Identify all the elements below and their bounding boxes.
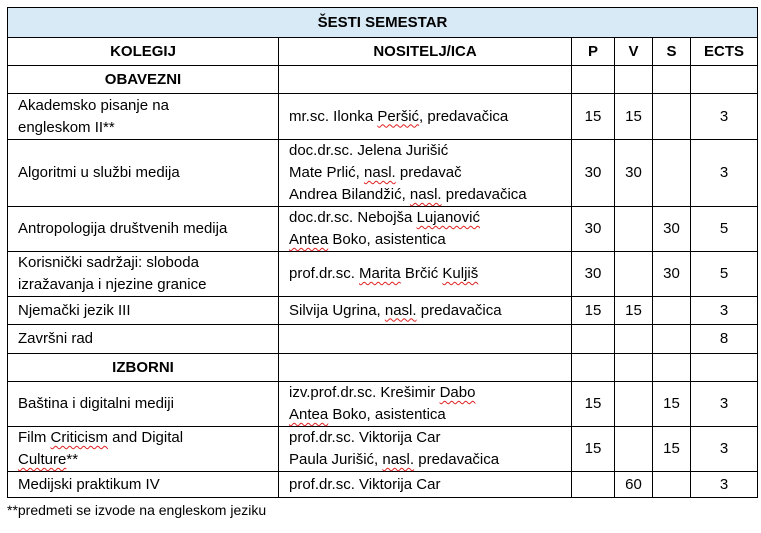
header-p: P <box>572 38 615 66</box>
hours-s: 15 <box>653 427 691 472</box>
hours-p: 30 <box>572 207 615 252</box>
table-row <box>8 325 758 354</box>
hours-s: 30 <box>653 207 691 252</box>
course-name: Antropologija društvenih medija <box>8 207 279 252</box>
course-name: Njemački jezik III <box>8 297 279 325</box>
ects-value: 5 <box>691 207 758 252</box>
hours-v: 30 <box>615 140 653 207</box>
lecturer-cell: mr.sc. Ilonka Peršić, predavačica <box>279 94 572 140</box>
ects-value: 3 <box>691 140 758 207</box>
ects-value: 3 <box>691 94 758 140</box>
lecturer-cell: doc.dr.sc. Nebojša Lujanović Antea Boko, asistentica <box>279 207 572 252</box>
table-row <box>8 252 758 297</box>
lecturer-cell: Silvija Ugrina, nasl. predavačica <box>279 297 572 325</box>
hours-s <box>653 94 691 140</box>
ects-value: 3 <box>691 382 758 427</box>
table-row <box>8 427 758 472</box>
hours-s <box>653 325 691 354</box>
hours-v <box>615 252 653 297</box>
course-name: Medijski praktikum IV <box>8 472 279 498</box>
table-row <box>8 382 758 427</box>
lecturer-cell: prof.dr.sc. Viktorija Car Paula Jurišić, nasl. predavačica <box>279 427 572 472</box>
hours-v <box>615 427 653 472</box>
course-name: Završni rad <box>8 325 279 354</box>
hours-v: 60 <box>615 472 653 498</box>
lecturer-cell: doc.dr.sc. Jelena Jurišić Mate Prlić, nasl. predavač Andrea Bilandžić, nasl. predavačica <box>279 140 572 207</box>
hours-s: 30 <box>653 252 691 297</box>
hours-p: 15 <box>572 94 615 140</box>
lecturer-cell: prof.dr.sc. Marita Brčić Kuljiš <box>279 252 572 297</box>
hours-s: 15 <box>653 382 691 427</box>
hours-v <box>615 207 653 252</box>
table-title: ŠESTI SEMESTAR <box>8 8 758 38</box>
header-s: S <box>653 38 691 66</box>
hours-s <box>653 472 691 498</box>
course-name: Algoritmi u službi medija <box>8 140 279 207</box>
ects-value: 3 <box>691 427 758 472</box>
hours-v <box>615 382 653 427</box>
ects-value: 3 <box>691 472 758 498</box>
hours-v <box>615 325 653 354</box>
header-v: V <box>615 38 653 66</box>
table-row <box>8 140 758 207</box>
course-name: Film Criticism and Digital Culture** <box>8 427 279 472</box>
header-lecturer: NOSITELJ/ICA <box>279 38 572 66</box>
hours-s <box>653 140 691 207</box>
lecturer-cell <box>279 325 572 354</box>
table-row <box>8 207 758 252</box>
course-name: Baština i digitalni mediji <box>8 382 279 427</box>
table-row <box>8 94 758 140</box>
semester-table <box>7 7 758 498</box>
hours-s <box>653 297 691 325</box>
table-row <box>8 297 758 325</box>
section-elective: IZBORNI <box>8 354 279 382</box>
footnote: **predmeti se izvode na engleskom jeziku <box>7 502 267 518</box>
lecturer-cell: prof.dr.sc. Viktorija Car <box>279 472 572 498</box>
course-name: Korisnički sadržaji: sloboda izražavanja i njezine granice <box>8 252 279 297</box>
lecturer-cell: izv.prof.dr.sc. Krešimir Dabo Antea Boko, asistentica <box>279 382 572 427</box>
hours-v: 15 <box>615 94 653 140</box>
section-mandatory: OBAVEZNI <box>8 66 279 94</box>
ects-value: 8 <box>691 325 758 354</box>
hours-p <box>572 472 615 498</box>
header-course: KOLEGIJ <box>8 38 279 66</box>
course-name: Akademsko pisanje na engleskom II** <box>8 94 279 140</box>
ects-value: 3 <box>691 297 758 325</box>
table-row <box>8 472 758 498</box>
hours-p: 15 <box>572 297 615 325</box>
hours-v: 15 <box>615 297 653 325</box>
hours-p <box>572 325 615 354</box>
ects-value: 5 <box>691 252 758 297</box>
header-ects: ECTS <box>691 38 758 66</box>
hours-p: 30 <box>572 140 615 207</box>
hours-p: 15 <box>572 382 615 427</box>
hours-p: 15 <box>572 427 615 472</box>
hours-p: 30 <box>572 252 615 297</box>
